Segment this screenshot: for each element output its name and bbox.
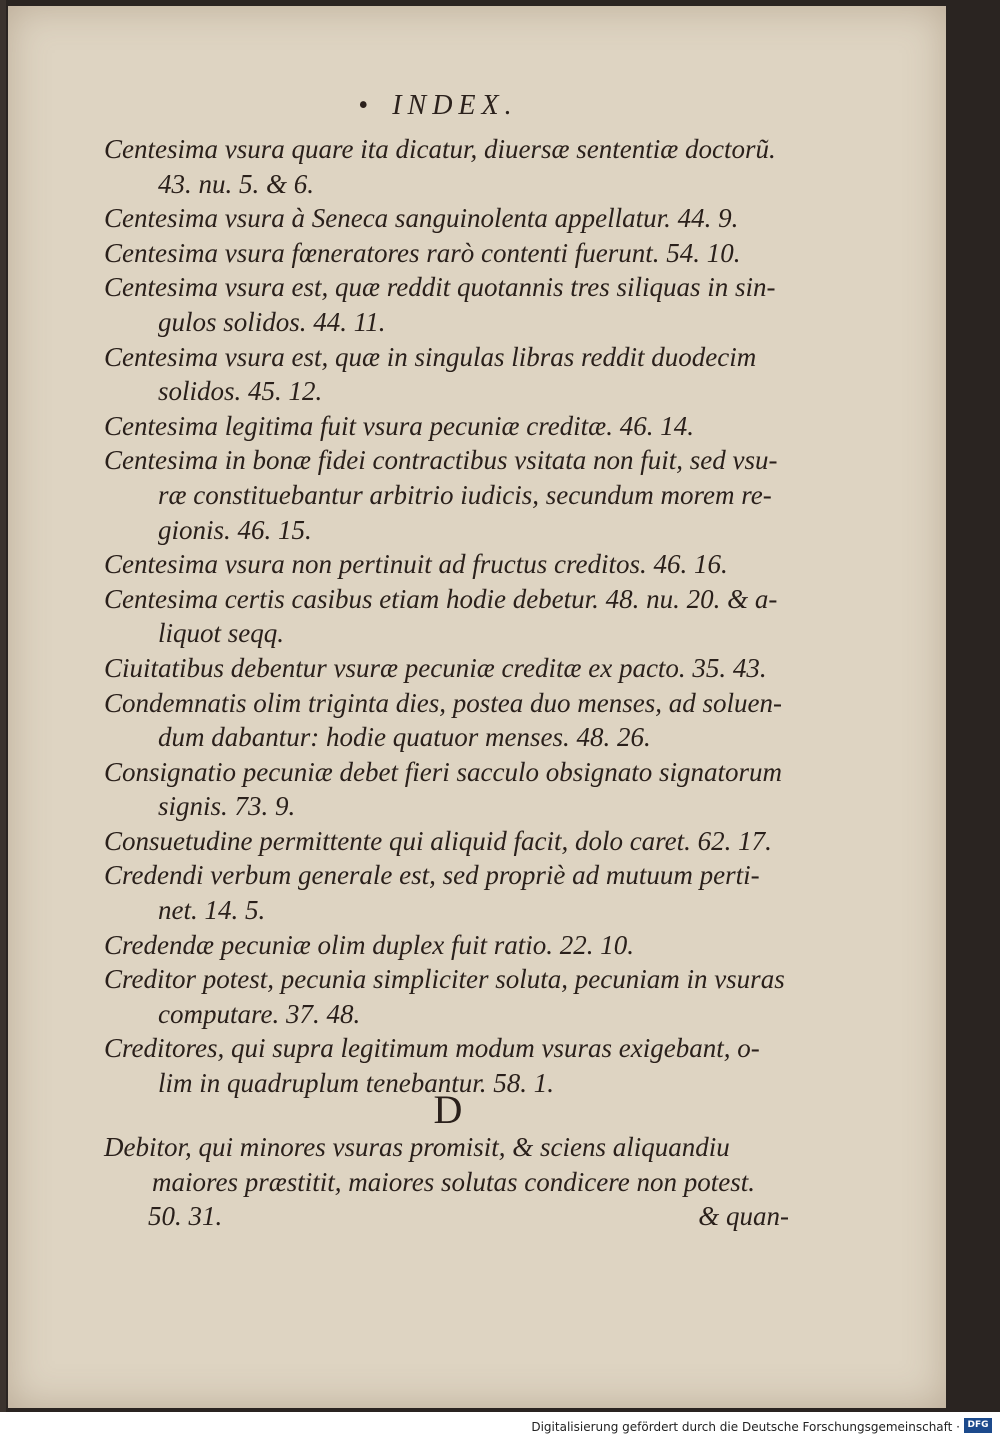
index-entry: Centesima in bonæ fidei contractibus vsitata non fuit, sed vsu- ræ constituebantur arbitrio iudicis, secundum morem re- gionis. 46. 15. [104,445,778,545]
book-page [8,6,946,1408]
index-entries-d [104,1130,809,1234]
digitization-footer [0,1412,1000,1439]
header-dot: • [358,90,375,121]
book-edge [0,0,6,1412]
footer-credit: Digitalisierung gefördert durch die Deutsche Forschungsgemeinschaft · [531,1420,960,1434]
index-entry: Consignatio pecuniæ debet fieri sacculo obsignato signatorum signis. 73. 9. [104,756,782,822]
header-title: INDEX. [392,90,518,121]
index-entry: Centesima vsura est, quæ reddit quotannis tres siliquas in sin- gulos solidos. 44. 11. [104,272,776,337]
index-entry: Centesima vsura est, quæ in singulas libras reddit duodecim solidos. 45. 12. [104,341,757,407]
index-entry: Credendæ pecuniæ olim duplex fuit ratio. 22. 10. [104,929,634,960]
index-entry: Centesima vsura quare ita dicatur, diuersæ sententiæ doctorũ. 43. nu. 5. & 6. [104,134,776,199]
index-entry: Centesima vsura à Seneca sanguinolenta appellatur. 44. 9. [104,203,739,234]
index-entry: Centesima vsura fœneratores rarò contenti fuerunt. 54. 10. [104,237,741,268]
index-entry: Centesima legitima fuit vsura pecuniæ creditæ. 46. 14. [104,410,694,441]
catchword: & quan- [698,1201,789,1232]
index-entry: Centesima vsura non pertinuit ad fructus creditos. 46. 16. [104,549,728,580]
index-entry: Credendi verbum generale est, sed propriè ad mutuum perti- net. 14. 5. [104,860,760,926]
index-entry: Consuetudine permittente qui aliquid facit, dolo caret. 62. 17. [104,825,772,856]
running-header [308,90,568,122]
index-entry: Creditor potest, pecunia simpliciter soluta, pecuniam in vsuras computare. 37. 48. [104,964,785,1029]
index-entry: Creditores, qui supra legitimum modum vsuras exigebant, o- lim in quadruplum tenebantur. 58. 1. [104,1033,760,1099]
index-entries-c [104,132,809,1101]
index-entry: Centesima certis casibus etiam hodie debetur. 48. nu. 20. & a- liquot seqq. [104,583,778,649]
index-entry: Debitor, qui minores vsuras promisit, & sciens aliquandiu maiores præstitit, maiores solutas condicere non potest. 50. 31. & quan- [104,1130,809,1234]
index-entry: Condemnatis olim triginta dies, postea duo menses, ad soluen- dum dabantur: hodie quatuor menses. 48. 26. [104,687,782,753]
section-letter: D [433,1087,463,1132]
index-entry: Ciuitatibus debentur vsuræ pecuniæ creditæ ex pacto. 35. 43. [104,652,767,683]
dfg-logo: DFG [964,1418,992,1433]
